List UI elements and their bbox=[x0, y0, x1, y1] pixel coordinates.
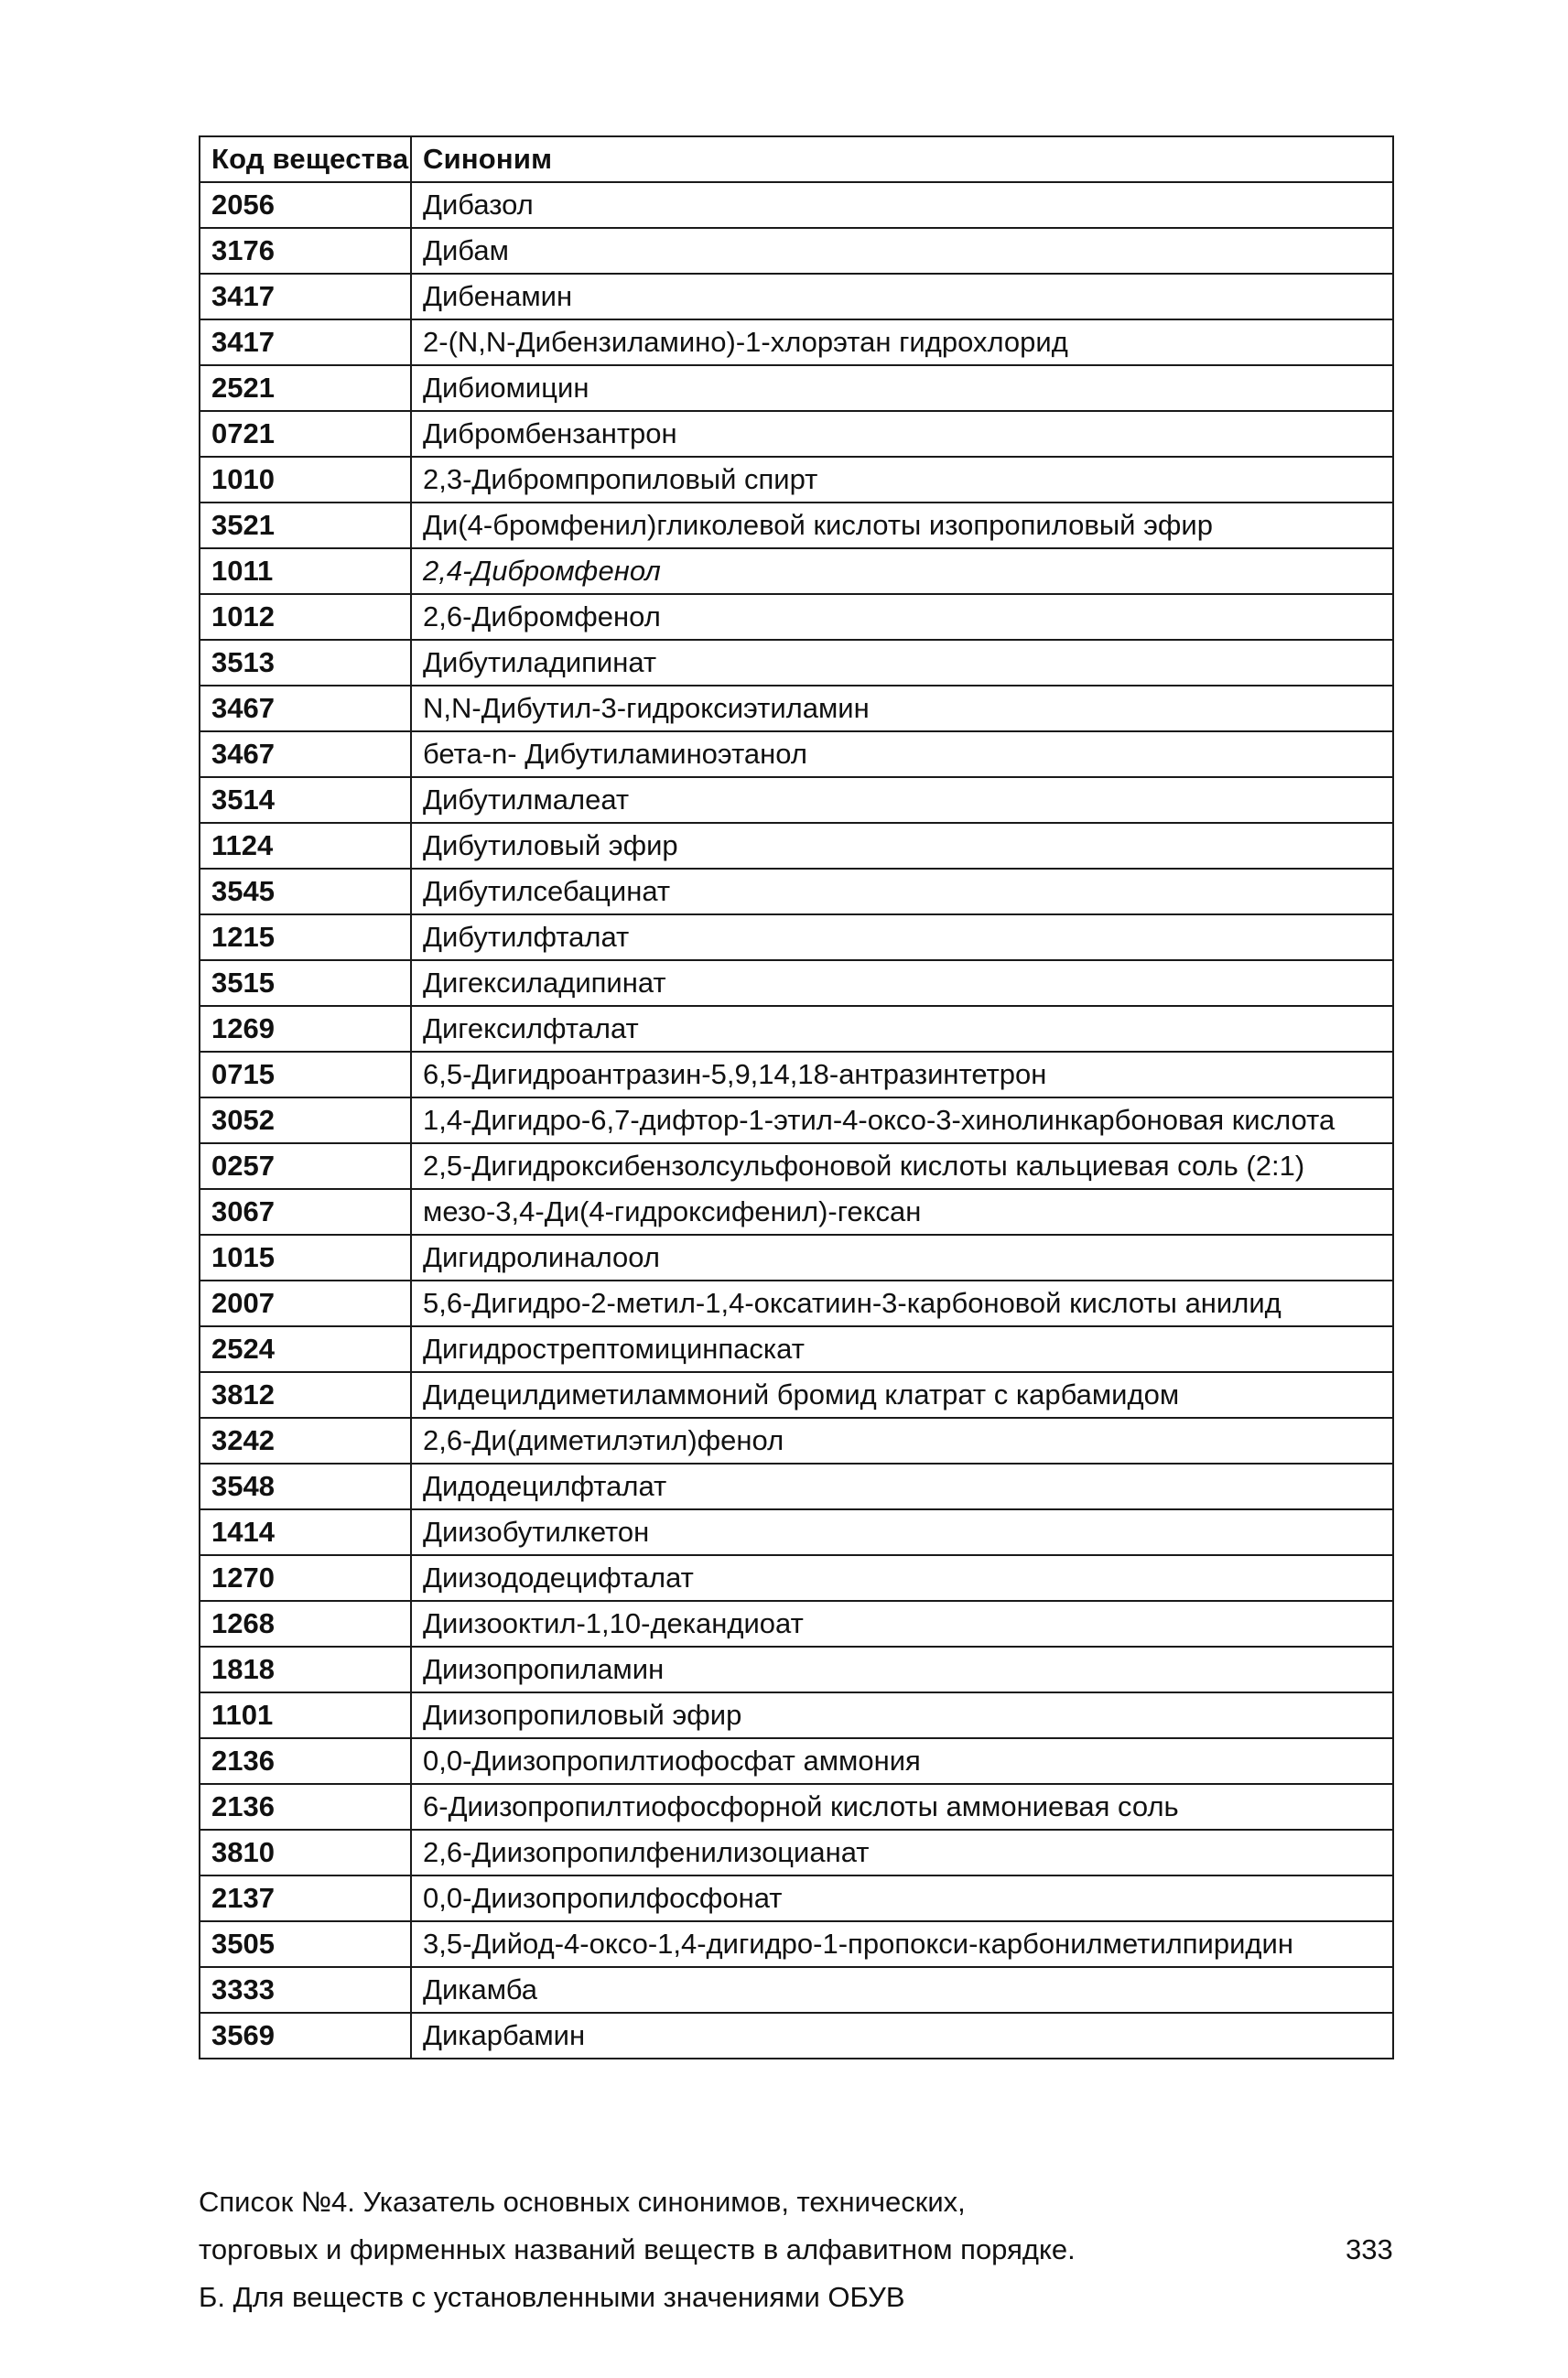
substance-code-cell: 3467 bbox=[200, 686, 411, 731]
synonym-cell: N,N-Дибутил-3-гидроксиэтиламин bbox=[411, 686, 1393, 731]
synonym-cell: 2-(N,N-Дибензиламино)-1-хлорэтан гидрохлорид bbox=[411, 319, 1393, 365]
column-header-code: Код вещества bbox=[200, 136, 411, 182]
synonym-cell: 5,6-Дигидро-2-метил-1,4-оксатиин-3-карбоновой кислоты анилид bbox=[411, 1281, 1393, 1326]
substance-code-cell: 1010 bbox=[200, 457, 411, 503]
synonym-cell: Дибутилсебацинат bbox=[411, 869, 1393, 914]
synonym-cell: 2,4-Дибромфенол bbox=[411, 548, 1393, 594]
synonym-cell: 6-Диизопропилтиофосфорной кислоты аммониевая соль bbox=[411, 1784, 1393, 1830]
substance-code-cell: 1269 bbox=[200, 1006, 411, 1052]
table-body bbox=[200, 182, 1393, 2059]
synonym-cell: Диизопропиловый эфир bbox=[411, 1692, 1393, 1738]
synonym-cell: Диизооктил-1,10-декандиоат bbox=[411, 1601, 1393, 1647]
synonym-cell: Дибенамин bbox=[411, 274, 1393, 319]
table-row bbox=[200, 1235, 1393, 1281]
substance-code-cell: 3513 bbox=[200, 640, 411, 686]
substance-code-cell: 3242 bbox=[200, 1418, 411, 1464]
synonym-cell: мезо-3,4-Ди(4-гидроксифенил)-гексан bbox=[411, 1189, 1393, 1235]
synonym-cell: Дибутиловый эфир bbox=[411, 823, 1393, 869]
substance-code-cell: 2521 bbox=[200, 365, 411, 411]
synonym-cell: Дибам bbox=[411, 228, 1393, 274]
substance-code-cell: 1270 bbox=[200, 1555, 411, 1601]
substance-code-cell: 3514 bbox=[200, 777, 411, 823]
table-header-row bbox=[200, 136, 1393, 182]
synonym-cell: бета-n- Дибутиламиноэтанол bbox=[411, 731, 1393, 777]
substance-code-cell: 0715 bbox=[200, 1052, 411, 1097]
synonym-cell: 3,5-Дийод-4-оксо-1,4-дигидро-1-пропокси-карбонилметилпиридин bbox=[411, 1921, 1393, 1967]
substance-code-cell: 1818 bbox=[200, 1647, 411, 1692]
substance-code-cell: 3052 bbox=[200, 1097, 411, 1143]
synonym-cell: Диизододецифталат bbox=[411, 1555, 1393, 1601]
substance-code-cell: 3569 bbox=[200, 2013, 411, 2059]
table-row bbox=[200, 503, 1393, 548]
substance-code-cell: 3067 bbox=[200, 1189, 411, 1235]
table-row bbox=[200, 914, 1393, 960]
synonym-cell: Дибутилмалеат bbox=[411, 777, 1393, 823]
table-row bbox=[200, 182, 1393, 228]
table-row bbox=[200, 1967, 1393, 2013]
table-row bbox=[200, 1738, 1393, 1784]
synonym-cell: 1,4-Дигидро-6,7-дифтор-1-этил-4-оксо-3-хинолинкарбоновая кислота bbox=[411, 1097, 1393, 1143]
substance-code-cell: 0721 bbox=[200, 411, 411, 457]
table-row bbox=[200, 823, 1393, 869]
table-row bbox=[200, 1143, 1393, 1189]
table-row bbox=[200, 1784, 1393, 1830]
table-row bbox=[200, 731, 1393, 777]
synonym-cell: Ди(4-бромфенил)гликолевой кислоты изопропиловый эфир bbox=[411, 503, 1393, 548]
synonym-cell: 0,0-Диизопропилфосфонат bbox=[411, 1875, 1393, 1921]
synonym-cell: 0,0-Диизопропилтиофосфат аммония bbox=[411, 1738, 1393, 1784]
table-row bbox=[200, 548, 1393, 594]
table-row bbox=[200, 1418, 1393, 1464]
synonym-cell: Дибутиладипинат bbox=[411, 640, 1393, 686]
synonym-cell: Дибазол bbox=[411, 182, 1393, 228]
substance-code-cell: 1268 bbox=[200, 1601, 411, 1647]
synonym-cell: 2,6-Дибромфенол bbox=[411, 594, 1393, 640]
table-row bbox=[200, 1601, 1393, 1647]
substance-code-cell: 2056 bbox=[200, 182, 411, 228]
substance-code-cell: 2137 bbox=[200, 1875, 411, 1921]
column-header-synonym: Синоним bbox=[411, 136, 1393, 182]
substance-code-cell: 1124 bbox=[200, 823, 411, 869]
substance-code-cell: 1011 bbox=[200, 548, 411, 594]
substance-code-cell: 1215 bbox=[200, 914, 411, 960]
substance-code-cell: 2136 bbox=[200, 1784, 411, 1830]
caption-line-3: Б. Для веществ с установленными значениями ОБУВ bbox=[199, 2281, 905, 2313]
synonym-cell: Дидодецилфталат bbox=[411, 1464, 1393, 1509]
substance-code-cell: 3333 bbox=[200, 1967, 411, 2013]
table-row bbox=[200, 228, 1393, 274]
table-row bbox=[200, 1006, 1393, 1052]
table-row bbox=[200, 274, 1393, 319]
table-row bbox=[200, 1372, 1393, 1418]
synonym-cell: Дибутилфталат bbox=[411, 914, 1393, 960]
substance-code-cell: 1015 bbox=[200, 1235, 411, 1281]
table-row bbox=[200, 686, 1393, 731]
synonym-cell: Дигидрострептомицинпаскат bbox=[411, 1326, 1393, 1372]
substance-code-cell: 1414 bbox=[200, 1509, 411, 1555]
synonym-cell: 2,6-Ди(диметилэтил)фенол bbox=[411, 1418, 1393, 1464]
caption-line-2: торговых и фирменных названий веществ в алфавитном порядке. bbox=[199, 2233, 1076, 2265]
table-row bbox=[200, 1509, 1393, 1555]
table-row bbox=[200, 1647, 1393, 1692]
substance-code-cell: 1101 bbox=[200, 1692, 411, 1738]
synonym-cell: 2,3-Дибромпропиловый спирт bbox=[411, 457, 1393, 503]
table-row bbox=[200, 869, 1393, 914]
table-row bbox=[200, 594, 1393, 640]
table-row bbox=[200, 1692, 1393, 1738]
substance-code-cell: 2524 bbox=[200, 1326, 411, 1372]
table-row bbox=[200, 1875, 1393, 1921]
synonym-cell: Диизопропиламин bbox=[411, 1647, 1393, 1692]
synonym-cell: Дибиомицин bbox=[411, 365, 1393, 411]
table-row bbox=[200, 365, 1393, 411]
substance-synonym-table bbox=[199, 135, 1394, 2059]
synonym-cell: Дигексиладипинат bbox=[411, 960, 1393, 1006]
synonym-cell: 6,5-Дигидроантразин-5,9,14,18-антразинтетрон bbox=[411, 1052, 1393, 1097]
substance-code-cell: 3505 bbox=[200, 1921, 411, 1967]
substance-code-cell: 3810 bbox=[200, 1830, 411, 1875]
synonym-cell: Дигидролиналоол bbox=[411, 1235, 1393, 1281]
table-row bbox=[200, 1189, 1393, 1235]
table-row bbox=[200, 1281, 1393, 1326]
caption-line-1: Список №4. Указатель основных синонимов, технических, bbox=[199, 2186, 966, 2218]
table-row bbox=[200, 1052, 1393, 1097]
substance-code-cell: 2007 bbox=[200, 1281, 411, 1326]
synonym-cell: 2,6-Диизопропилфенилизоцианат bbox=[411, 1830, 1393, 1875]
synonym-cell: Диизобутилкетон bbox=[411, 1509, 1393, 1555]
table-row bbox=[200, 1555, 1393, 1601]
substance-code-cell: 0257 bbox=[200, 1143, 411, 1189]
table-row bbox=[200, 411, 1393, 457]
synonym-cell: Дикарбамин bbox=[411, 2013, 1393, 2059]
page-number: 333 bbox=[1346, 2233, 1393, 2265]
substance-code-cell: 1012 bbox=[200, 594, 411, 640]
table-row bbox=[200, 777, 1393, 823]
table-row bbox=[200, 960, 1393, 1006]
table-row bbox=[200, 640, 1393, 686]
substance-code-cell: 3515 bbox=[200, 960, 411, 1006]
synonym-cell: Дидецилдиметиламмоний бромид клатрат с карбамидом bbox=[411, 1372, 1393, 1418]
table-row bbox=[200, 1097, 1393, 1143]
table-row bbox=[200, 319, 1393, 365]
substance-code-cell: 3548 bbox=[200, 1464, 411, 1509]
substance-code-cell: 3521 bbox=[200, 503, 411, 548]
substance-code-cell: 3467 bbox=[200, 731, 411, 777]
synonym-cell: Дибромбензантрон bbox=[411, 411, 1393, 457]
substance-code-cell: 3812 bbox=[200, 1372, 411, 1418]
synonym-cell: Дикамба bbox=[411, 1967, 1393, 2013]
table-row bbox=[200, 2013, 1393, 2059]
substance-code-cell: 2136 bbox=[200, 1738, 411, 1784]
synonym-cell: 2,5-Дигидроксибензолсульфоновой кислоты кальциевая соль (2:1) bbox=[411, 1143, 1393, 1189]
table-row bbox=[200, 457, 1393, 503]
synonym-cell: Дигексилфталат bbox=[411, 1006, 1393, 1052]
table-row bbox=[200, 1326, 1393, 1372]
substance-code-cell: 3417 bbox=[200, 274, 411, 319]
table-row bbox=[200, 1464, 1393, 1509]
table-row bbox=[200, 1830, 1393, 1875]
substance-code-cell: 3417 bbox=[200, 319, 411, 365]
list-caption bbox=[199, 2178, 1114, 2321]
table-row bbox=[200, 1921, 1393, 1967]
substance-code-cell: 3545 bbox=[200, 869, 411, 914]
substance-code-cell: 3176 bbox=[200, 228, 411, 274]
